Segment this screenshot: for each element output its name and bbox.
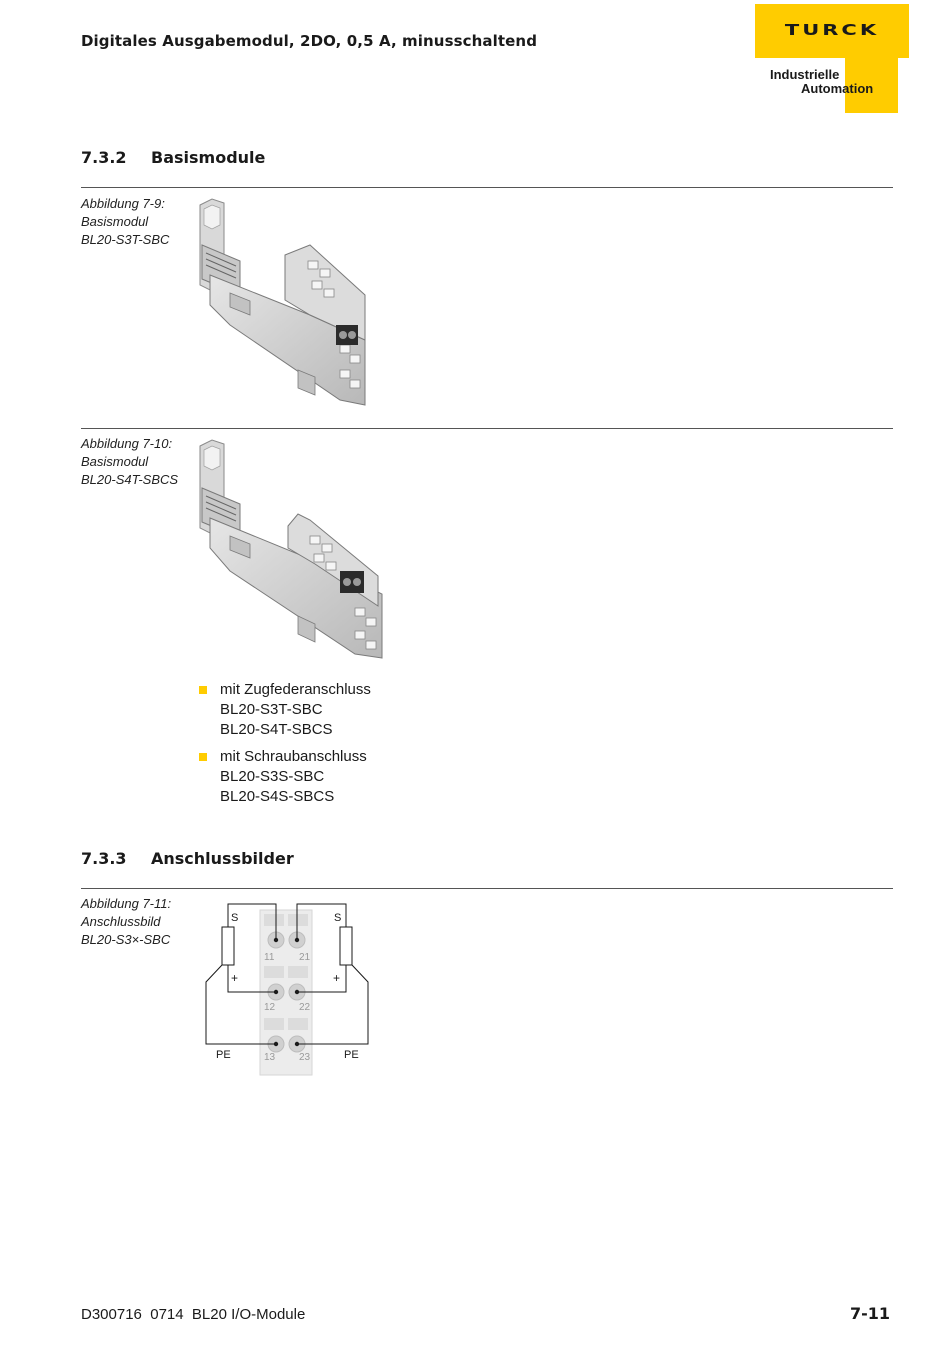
list-item-screw: [220, 747, 367, 807]
caption-line: Basismodul: [81, 454, 149, 469]
terminal-label: 11: [264, 952, 275, 963]
list-item-spring: [220, 680, 371, 740]
logo-subtitle-line1: Industrielle: [770, 67, 840, 82]
terminal-label: 13: [264, 1052, 276, 1063]
page-number: 7-11: [849, 1304, 890, 1323]
caption-line: Abbildung 7-10:: [81, 436, 173, 451]
plus-label: +: [231, 971, 239, 985]
section-number: 7.3.2: [81, 148, 127, 167]
bullet-square-icon: [199, 686, 207, 694]
list-item-sub: BL20-S4S-SBCS: [220, 788, 335, 805]
caption-line: Abbildung 7-11:: [81, 896, 172, 911]
figure-caption-7-10: [81, 435, 178, 489]
figure-divider: [81, 428, 893, 429]
caption-line: BL20-S3T-SBC: [81, 232, 170, 247]
caption-line: Anschlussbild: [81, 914, 161, 929]
plus-label: +: [333, 971, 341, 985]
list-item-sub: BL20-S3S-SBC: [220, 768, 325, 785]
figure-caption-7-9: [81, 195, 169, 249]
signal-label: S: [231, 912, 239, 924]
terminal-label: 12: [264, 1002, 276, 1013]
signal-label: S: [334, 912, 342, 924]
footer-document-id: D300716 0714 BL20 I/O-Module: [81, 1306, 306, 1323]
section-number: 7.3.3: [81, 849, 127, 868]
pe-label: PE: [216, 1049, 231, 1061]
bullet-square-icon: [199, 753, 207, 761]
terminal-label: 23: [299, 1052, 311, 1063]
list-item-title: mit Zugfederanschluss: [220, 681, 371, 698]
caption-line: Abbildung 7-9:: [81, 196, 165, 211]
caption-line: Basismodul: [81, 214, 149, 229]
section-divider: [81, 187, 893, 188]
section-title: Anschlussbilder: [151, 849, 294, 868]
page-header-title: Digitales Ausgabemodul, 2DO, 0,5 A, minusschaltend: [81, 32, 538, 50]
list-item-sub: BL20-S4T-SBCS: [220, 721, 333, 738]
caption-line: BL20-S4T-SBCS: [81, 472, 179, 487]
section-divider: [81, 888, 893, 889]
figure-caption-7-11: [81, 895, 171, 949]
list-item-sub: BL20-S3T-SBC: [220, 701, 323, 718]
base-module-s3t-image: [190, 195, 380, 410]
terminal-label: 22: [299, 1002, 311, 1013]
pe-label: PE: [344, 1049, 359, 1061]
wiring-diagram: [200, 900, 380, 1080]
section-title: Basismodule: [151, 148, 266, 167]
list-item-title: mit Schraubanschluss: [220, 748, 367, 765]
base-module-s4t-image: [190, 436, 395, 664]
logo-subtitle-line2: Automation: [801, 81, 874, 96]
turck-logo: TURCK: [784, 21, 880, 39]
terminal-label: 21: [299, 952, 311, 963]
caption-line: BL20-S3×-SBC: [81, 932, 171, 947]
